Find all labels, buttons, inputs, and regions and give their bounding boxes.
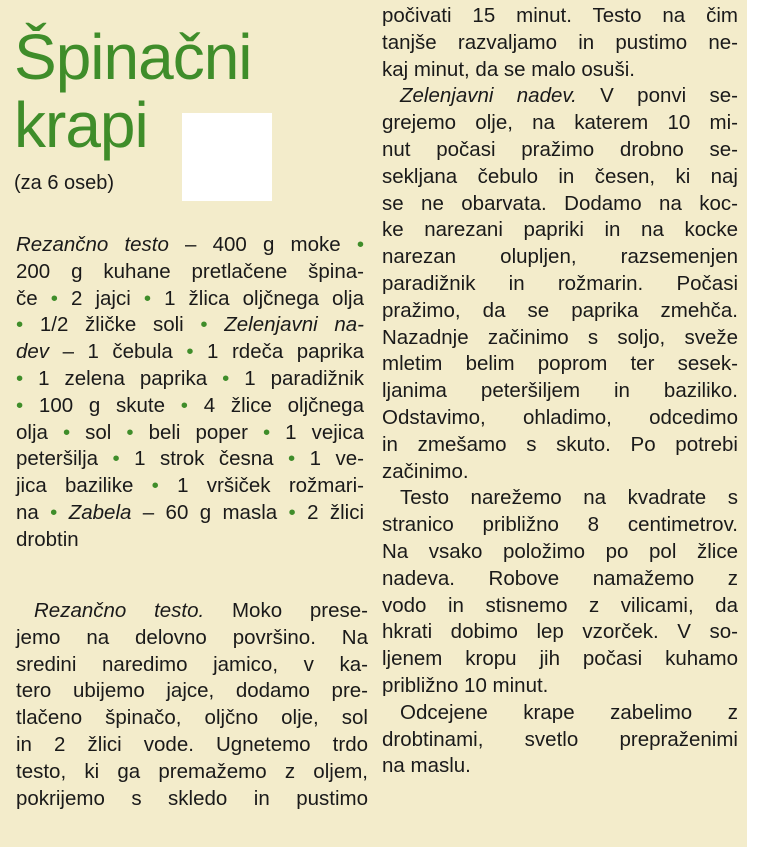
text-run: 4 žlice oljčnega [187, 393, 364, 417]
text-run: V ponvi se- [576, 84, 738, 108]
body_right-line [382, 378, 738, 405]
bullet: • [16, 393, 24, 417]
text-run: sol [70, 420, 127, 444]
italic-text: Rezančno testo. [34, 599, 205, 622]
text-run: tero ubijemo jajce, dodamo pre- [16, 679, 368, 703]
body_left-line [16, 652, 368, 679]
text-run: Na vsako položimo po pol žlice [382, 539, 738, 563]
body_right-line [382, 539, 738, 566]
recipe-title-line2: krapi [14, 89, 148, 161]
text-run: 1 vejica [270, 420, 364, 444]
body_right-line [382, 673, 738, 700]
bullet: • [16, 313, 24, 337]
body_right-line [382, 137, 738, 164]
text-run: drobtin [16, 527, 79, 551]
body_left-line [16, 705, 368, 732]
text-run: testo, ki ga premažemo z oljem, [16, 759, 368, 783]
body_right-line [382, 30, 738, 57]
text-run: 1 strok česna [119, 447, 289, 471]
text-run: sekljana čebulo in česen, ki naj [382, 164, 738, 188]
text-run: počivati 15 minut. Testo na čim [382, 4, 738, 27]
body_right-line [382, 619, 738, 646]
text-run: se ne obarvata. Dodamo na koc- [382, 191, 738, 215]
body_right-line [382, 110, 738, 137]
body_right-line [382, 244, 738, 271]
body_right-line [382, 485, 738, 512]
ingredients-line [16, 446, 364, 473]
servings: (za 6 oseb) [14, 172, 115, 194]
text-run: stranico približno 8 centimetrov. [382, 513, 738, 537]
ingredients-line [16, 232, 364, 259]
text-run: – 60 g masla [131, 500, 289, 524]
body_right-line [382, 566, 738, 593]
body_right-line [382, 191, 738, 218]
body_right-line [382, 727, 738, 754]
italic-text: Rezančno testo [16, 233, 169, 256]
text-run: na maslu. [382, 754, 471, 778]
ingredients-line [16, 393, 364, 420]
text-run: 1 žlica oljčnega olja [151, 286, 364, 310]
text-run: če [16, 286, 51, 310]
text-run: na [16, 500, 51, 524]
body_right-line [382, 432, 738, 459]
body_right-line [382, 351, 738, 378]
bullet: • [50, 286, 58, 310]
text-run: peteršilja [16, 447, 113, 471]
body_right-line [382, 325, 738, 352]
ingredients-line [16, 312, 364, 339]
text-run: 1/2 žličke soli [23, 313, 201, 337]
text-run: nadeva. Robove namažemo z [382, 566, 738, 590]
body_right-line [382, 57, 738, 84]
bullet: • [126, 420, 134, 444]
ingredients-line [16, 500, 364, 527]
ingredients-list [16, 232, 364, 554]
text-run: 1 paradižnik [229, 366, 365, 390]
text-run: tanjše razvaljamo in pustimo ne- [382, 30, 738, 54]
text-run: jemo na delovno površino. Na [16, 625, 368, 649]
body_right-line [382, 459, 738, 486]
recipe-title-line1: Špinačni [14, 21, 252, 93]
bullet: • [112, 447, 120, 471]
instructions-right [382, 3, 738, 780]
body_right-line [382, 753, 738, 780]
text-run: beli poper [133, 420, 263, 444]
body_right-line [382, 271, 738, 298]
body_right-line [382, 217, 738, 244]
text-run [57, 501, 68, 524]
text-run: 1 rdeča paprika [193, 340, 364, 364]
body_right-line [382, 3, 738, 30]
text-run: Odstavimo, ohladimo, odcedimo [382, 405, 738, 429]
bullet: • [16, 366, 24, 390]
text-run: in 2 žlici vode. Ugnetemo trdo [16, 732, 368, 756]
text-run: pražimo, da se paprika zmehča. [382, 298, 738, 322]
bullet: • [262, 420, 271, 444]
body_left-line [16, 625, 368, 652]
ingredients-line [16, 259, 364, 286]
bullet: • [62, 420, 71, 444]
body_right-line [382, 298, 738, 325]
text-run: paradižnik in rožmarin. Počasi [382, 271, 738, 295]
text-run: Testo narežemo na kvadrate s [400, 486, 738, 510]
text-run: drobtinami, svetlo prepraženimi [382, 727, 738, 751]
text-run: hkrati dobimo lep vzorček. V so- [382, 620, 738, 644]
text-run: tlačeno špinačo, oljčno olje, sol [16, 706, 368, 730]
body_left-line [16, 678, 368, 705]
text-run: 2 jajci [57, 286, 144, 310]
bullet: • [50, 500, 58, 524]
bullet: • [180, 393, 188, 417]
text-run: Moko prese- [204, 599, 368, 622]
body_right-line [382, 700, 738, 727]
bullet: • [143, 286, 152, 310]
bullet: • [288, 447, 296, 471]
text-run: Nazadnje začinimo s soljo, sveže [382, 325, 738, 349]
bullet: • [186, 340, 194, 364]
text-run: – 1 čebula [49, 340, 187, 364]
text-run: ke narezani papriki in na kocke [382, 218, 738, 242]
ingredients-line [16, 286, 364, 313]
text-run: sredini naredimo jamico, v ka- [16, 652, 368, 676]
text-run: vodo in stisnemo z vilicami, da [382, 593, 738, 617]
body_right-line [382, 646, 738, 673]
body_left-line [16, 786, 368, 813]
ingredients-line [16, 473, 364, 500]
text-run [208, 313, 225, 336]
ingredients-line [16, 339, 364, 366]
bullet: • [200, 313, 208, 337]
right-margin [747, 0, 764, 847]
text-run: 2 žlici [295, 500, 365, 524]
ingredients-line [16, 420, 364, 447]
bullet: • [356, 233, 364, 256]
body_right-line [382, 83, 738, 110]
ingredients-line [16, 527, 364, 554]
text-run: Odcejene krape zabelimo z [400, 700, 738, 724]
bullet: • [222, 366, 230, 390]
bullet: • [288, 500, 296, 524]
ingredients-line [16, 366, 364, 393]
text-run: narezan olupljen, razsemenjen [382, 245, 738, 269]
text-run: začinimo. [382, 459, 469, 483]
text-run: ljenem kropu jih počasi kuhamo [382, 647, 738, 671]
body_left-line [16, 732, 368, 759]
bullet: • [151, 474, 159, 498]
text-run: jica bazilike [16, 474, 152, 498]
text-run: 100 g skute [23, 393, 181, 417]
text-run: kaj minut, da se malo osuši. [382, 57, 635, 81]
blank-area [182, 113, 272, 201]
italic-text: Zabela [68, 500, 132, 524]
body_right-line [382, 164, 738, 191]
italic-text: Zelenjavni nadev. [400, 84, 577, 108]
body_left-line [16, 598, 368, 625]
text-run: in zmešamo s skuto. Po potrebi [382, 432, 738, 456]
text-run: ljanima peteršiljem in baziliko. [382, 379, 738, 403]
body_right-line [382, 405, 738, 432]
text-run: nut počasi pražimo drobno se- [382, 137, 738, 161]
italic-text: Zelenjavni na- [224, 313, 364, 337]
text-run: pokrijemo s skledo in pustimo [16, 786, 368, 810]
instructions-left [16, 598, 368, 812]
body_right-line [382, 512, 738, 539]
text-run: 1 zelena paprika [23, 366, 223, 390]
text-run: – 400 g moke [168, 233, 357, 256]
text-run: 200 g kuhane pretlačene špina- [16, 259, 364, 283]
text-run: 1 vršiček rožmari- [158, 474, 364, 498]
text-run: približno 10 minut. [382, 673, 549, 697]
text-run: grejemo olje, na katerem 10 mi- [382, 111, 738, 135]
text-run: mletim belim poprom ter sesek- [382, 352, 738, 376]
text-run: 1 ve- [295, 447, 364, 471]
body_left-line [16, 759, 368, 786]
text-run: olja [16, 420, 63, 444]
italic-text: dev [16, 340, 50, 364]
body_right-line [382, 593, 738, 620]
